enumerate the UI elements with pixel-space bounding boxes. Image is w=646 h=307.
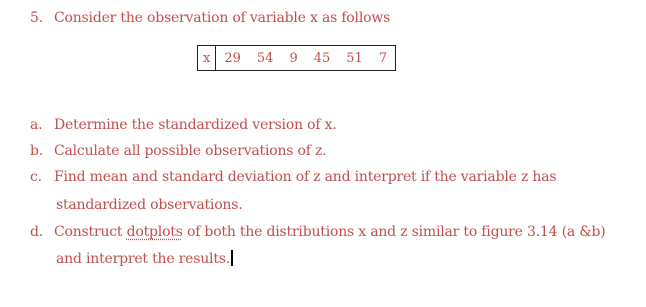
text-cursor <box>231 250 233 266</box>
part-b <box>30 142 326 160</box>
part-d-text-post: of both the distributions x and z similar to figure 3.14 (a &b) <box>182 224 606 240</box>
observation-cell: 29 <box>216 46 249 71</box>
observation-cell: 54 <box>249 46 282 71</box>
part-c-continuation-text: standardized observations. <box>56 197 243 213</box>
question-line <box>30 9 390 27</box>
part-a <box>30 116 337 134</box>
part-a-letter: a. <box>30 117 43 133</box>
part-c <box>30 168 556 186</box>
part-a-text: Determine the standardized version of x. <box>54 117 337 133</box>
part-d <box>30 223 606 241</box>
question-number: 5. <box>30 10 43 26</box>
observation-cell: 45 <box>306 46 339 71</box>
part-d-continuation <box>56 250 233 268</box>
observation-table <box>197 45 396 71</box>
observation-cell: 51 <box>338 46 371 71</box>
observation-row <box>198 46 396 71</box>
observation-cell: 7 <box>371 46 396 71</box>
part-d-continuation-text: and interpret the results. <box>56 251 230 267</box>
part-c-continuation <box>56 196 242 214</box>
part-c-letter: c. <box>30 169 42 185</box>
part-c-text: Find mean and standard deviation of z and interpret if the variable z has <box>54 169 557 185</box>
part-b-text: Calculate all possible observations of z. <box>54 143 327 159</box>
question-text: Consider the observation of variable x as follows <box>54 10 391 26</box>
observation-cell: 9 <box>281 46 305 71</box>
part-d-spellcheck-word: dotplots <box>126 224 183 240</box>
part-d-letter: d. <box>30 224 44 240</box>
part-d-text-pre: Construct <box>54 224 127 240</box>
part-b-letter: b. <box>30 143 44 159</box>
observation-header-cell: x <box>198 46 216 71</box>
